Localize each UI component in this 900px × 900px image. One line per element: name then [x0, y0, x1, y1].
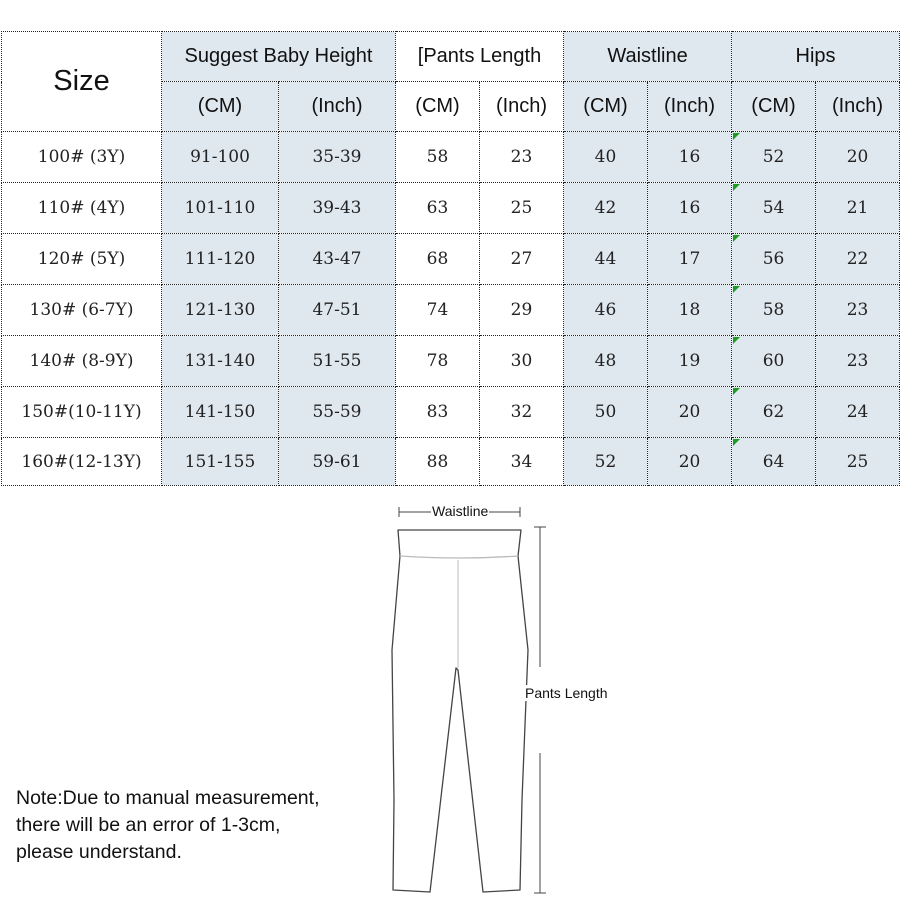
waistline-label: Waistline [432, 503, 489, 519]
waist-inch-cell: 18 [648, 285, 732, 336]
size-chart-table [1, 31, 900, 486]
pants-length-label: Pants Length [525, 685, 608, 701]
pants-diagram [390, 495, 650, 900]
size-cell: 110# (4Y) [2, 183, 162, 234]
waist-cm-cell: 40 [564, 132, 648, 183]
note-line: there will be an error of 1-3cm, [16, 814, 281, 836]
size-cell: 100# (3Y) [2, 132, 162, 183]
height-cm-cell: 101-110 [162, 183, 279, 234]
length-cm-cell: 68 [396, 234, 480, 285]
length-inch-cell: 23 [480, 132, 564, 183]
height-inch-cell: 55-59 [279, 387, 396, 438]
height-cm-cell: 111-120 [162, 234, 279, 285]
size-cell: 130# (6-7Y) [2, 285, 162, 336]
length-cm-cell: 63 [396, 183, 480, 234]
note-line: please understand. [16, 841, 182, 863]
table-row [2, 234, 900, 285]
table-row [2, 387, 900, 438]
height-inch-cell: 59-61 [279, 438, 396, 486]
hips-inch-cell: 23 [816, 336, 900, 387]
waist-cm-cell: 48 [564, 336, 648, 387]
hips-cm-cell: 64 [732, 438, 816, 486]
hips-cm-cell: 62 [732, 387, 816, 438]
waist-cm-cell: 42 [564, 183, 648, 234]
unit-header-height-cm: (CM) [162, 82, 279, 132]
unit-header-waist-inch: (Inch) [648, 82, 732, 132]
waist-inch-cell: 20 [648, 438, 732, 486]
green-corner-mark [733, 439, 740, 446]
green-corner-mark [733, 184, 740, 191]
length-inch-cell: 34 [480, 438, 564, 486]
measurement-note [16, 785, 376, 866]
waist-cm-cell: 46 [564, 285, 648, 336]
hips-inch-cell: 20 [816, 132, 900, 183]
length-cm-cell: 78 [396, 336, 480, 387]
waist-cm-cell: 50 [564, 387, 648, 438]
length-inch-cell: 30 [480, 336, 564, 387]
length-inch-cell: 32 [480, 387, 564, 438]
length-cm-cell: 88 [396, 438, 480, 486]
unit-header-hips-cm: (CM) [732, 82, 816, 132]
table-row [2, 438, 900, 486]
hips-inch-cell: 21 [816, 183, 900, 234]
unit-header-length-inch: (Inch) [480, 82, 564, 132]
length-cm-cell: 74 [396, 285, 480, 336]
table-row [2, 132, 900, 183]
size-header: Size [2, 32, 162, 132]
size-cell: 140# (8-9Y) [2, 336, 162, 387]
size-cell: 120# (5Y) [2, 234, 162, 285]
table-row [2, 285, 900, 336]
waist-cm-cell: 52 [564, 438, 648, 486]
green-corner-mark [733, 337, 740, 344]
length-inch-cell: 27 [480, 234, 564, 285]
waist-inch-cell: 20 [648, 387, 732, 438]
height-cm-cell: 141-150 [162, 387, 279, 438]
hips-inch-cell: 23 [816, 285, 900, 336]
unit-header-height-inch: (Inch) [279, 82, 396, 132]
hips-cm-cell: 54 [732, 183, 816, 234]
size-cell: 160#(12-13Y) [2, 438, 162, 486]
height-inch-cell: 47-51 [279, 285, 396, 336]
green-corner-mark [733, 286, 740, 293]
waist-cm-cell: 44 [564, 234, 648, 285]
note-line: Note:Due to manual measurement, [16, 787, 320, 809]
length-inch-cell: 25 [480, 183, 564, 234]
height-cm-cell: 151-155 [162, 438, 279, 486]
size-cell: 150#(10-11Y) [2, 387, 162, 438]
unit-header-waist-cm: (CM) [564, 82, 648, 132]
height-cm-cell: 91-100 [162, 132, 279, 183]
height-cm-cell: 131-140 [162, 336, 279, 387]
hips-cm-cell: 52 [732, 132, 816, 183]
length-inch-cell: 29 [480, 285, 564, 336]
green-corner-mark [733, 388, 740, 395]
height-cm-cell: 121-130 [162, 285, 279, 336]
height-inch-cell: 51-55 [279, 336, 396, 387]
hips-inch-cell: 22 [816, 234, 900, 285]
unit-header-length-cm: (CM) [396, 82, 480, 132]
waist-inch-cell: 16 [648, 132, 732, 183]
hips-cm-cell: 56 [732, 234, 816, 285]
height-group-header: Suggest Baby Height [162, 32, 396, 82]
waist-inch-cell: 19 [648, 336, 732, 387]
green-corner-mark [733, 235, 740, 242]
height-inch-cell: 35-39 [279, 132, 396, 183]
length-cm-cell: 83 [396, 387, 480, 438]
waist-inch-cell: 16 [648, 183, 732, 234]
waist-inch-cell: 17 [648, 234, 732, 285]
hips-inch-cell: 24 [816, 387, 900, 438]
pants-length-group-header: [Pants Length [396, 32, 564, 82]
hips-inch-cell: 25 [816, 438, 900, 486]
pants-outline [392, 530, 528, 892]
table-row [2, 183, 900, 234]
green-corner-mark [733, 133, 740, 140]
hips-group-header: Hips [732, 32, 900, 82]
pants-length-measure-line [534, 527, 546, 893]
waistline-group-header: Waistline [564, 32, 732, 82]
table-row [2, 336, 900, 387]
height-inch-cell: 43-47 [279, 234, 396, 285]
hips-cm-cell: 58 [732, 285, 816, 336]
height-inch-cell: 39-43 [279, 183, 396, 234]
hips-cm-cell: 60 [732, 336, 816, 387]
unit-header-hips-inch: (Inch) [816, 82, 900, 132]
length-cm-cell: 58 [396, 132, 480, 183]
